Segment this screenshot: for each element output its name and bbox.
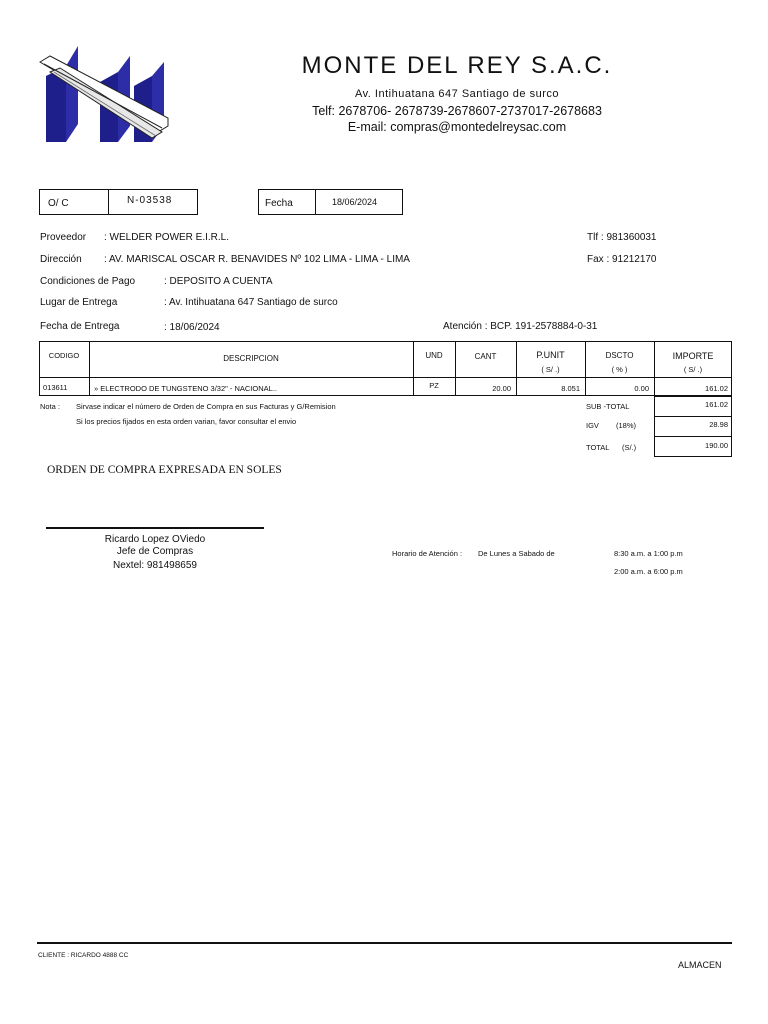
header-dscto-unit: ( % )	[611, 365, 628, 374]
company-phones: Telf: 2678706- 2678739-2678607-2737017-2678683	[312, 104, 602, 118]
header-und: UND	[425, 351, 443, 360]
header-importe: IMPORTE	[672, 351, 714, 361]
row-punit: 8.051	[561, 384, 580, 393]
total-label: TOTAL	[586, 443, 610, 452]
date-label: Fecha	[265, 198, 293, 209]
atencion-bank: Atención : BCP. 191-2578884-0-31	[443, 321, 598, 332]
header-importe-unit: ( S/ .)	[683, 365, 703, 374]
footer-department: ALMACEN	[678, 960, 722, 970]
row-codigo: 013611	[43, 383, 68, 392]
company-address: Av. Intihuatana 647 Santiago de surco	[354, 88, 559, 100]
header-codigo: CODIGO	[48, 351, 80, 360]
currency-note: ORDEN DE COMPRA EXPRESADA EN SOLES	[47, 464, 282, 476]
lugar-label: Lugar de Entrega	[40, 297, 118, 308]
igv-value: 28.98	[709, 420, 728, 429]
header-punit-unit: ( S/ .)	[541, 365, 560, 374]
header-descripcion: DESCRIPCION	[223, 354, 279, 363]
row-cant: 20.00	[492, 384, 511, 393]
company-name: MONTE DEL REY S.A.C.	[301, 52, 613, 79]
subtotal-label: SUB -TOTAL	[586, 402, 630, 411]
footer-divider	[37, 942, 732, 944]
row-dscto: 0.00	[634, 384, 649, 393]
total-value: 190.00	[705, 441, 728, 450]
oc-number: N-03538	[127, 195, 173, 206]
note-line-1: Sirvase indicar el número de Orden de Compra en sus Facturas y G/Remision	[76, 402, 336, 411]
company-email: E-mail: compras@montedelreysac.com	[347, 120, 567, 134]
signer-name: Ricardo Lopez OViedo	[104, 534, 206, 545]
header-dscto: DSCTO	[605, 351, 634, 360]
condiciones-value: : DEPOSITO A CUENTA	[164, 276, 273, 287]
header-cant: CANT	[474, 352, 497, 361]
direccion-value: : AV. MARISCAL OSCAR R. BENAVIDES Nº 102 LIMA - LIMA - LIMA	[104, 254, 410, 265]
igv-rate: (18%)	[616, 421, 637, 430]
schedule-label: Horario de Atención :	[392, 549, 463, 558]
signer-role: Jefe de Compras	[116, 546, 194, 557]
row-descripcion: » ELECTRODO DE TUNGSTENO 3/32" - NACIONAL..	[94, 384, 277, 393]
schedule-slot-1: 8:30 a.m. a 1:00 p.m	[614, 549, 683, 558]
direccion-label: Dirección	[40, 254, 82, 265]
row-importe: 161.02	[705, 384, 728, 393]
signature-line	[46, 527, 264, 529]
date-value: 18/06/2024	[332, 197, 378, 207]
fecha-entrega-label: Fecha de Entrega	[40, 321, 120, 332]
header-punit: P.UNIT	[536, 350, 565, 360]
subtotal-value: 161.02	[705, 400, 728, 409]
footer-client: CLIENTE : RICARDO 4888 CC	[38, 952, 129, 959]
supplier-phone: Tlf : 981360031	[587, 232, 657, 243]
proveedor-label: Proveedor	[40, 232, 87, 243]
proveedor-value: : WELDER POWER E.I.R.L.	[104, 232, 230, 243]
lugar-value: : Av. Intihuatana 647 Santiago de surco	[164, 297, 338, 308]
row-und: PZ	[429, 381, 439, 390]
igv-label: IGV	[586, 421, 599, 430]
schedule-slot-2: 2:00 a.m. a 6:00 p.m	[614, 567, 683, 576]
schedule-days: De Lunes a Sabado de	[478, 549, 555, 558]
supplier-fax: Fax : 91212170	[587, 254, 657, 265]
note-label: Nota :	[40, 402, 61, 411]
condiciones-label: Condiciones de Pago	[40, 276, 136, 287]
fecha-entrega-value: : 18/06/2024	[164, 322, 220, 333]
total-currency: (S/.)	[622, 443, 637, 452]
oc-label: O/ C	[48, 198, 69, 209]
note-line-2: Si los precios fijados en esta orden varian, favor consultar el envio	[76, 417, 297, 426]
signer-nextel: Nextel: 981498659	[113, 560, 197, 571]
